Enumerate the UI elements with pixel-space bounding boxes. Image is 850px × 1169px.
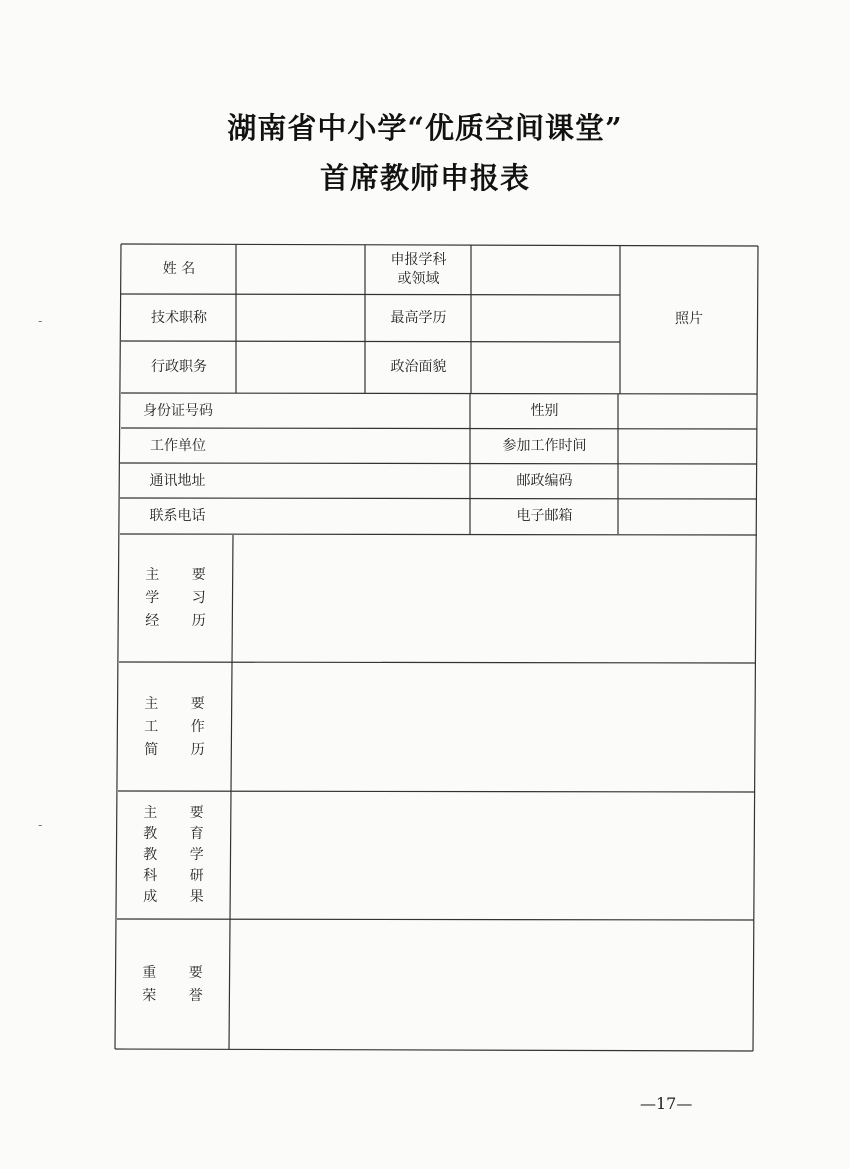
label-postcode: 邮政编码 xyxy=(516,472,573,489)
label-work-start: 参加工作时间 xyxy=(502,437,587,454)
honors-line2: 荣 誉 xyxy=(142,987,217,1004)
name-field[interactable] xyxy=(237,245,365,294)
scan-mark: - xyxy=(38,314,43,328)
label-honors xyxy=(116,920,229,1049)
research-results-field[interactable] xyxy=(232,793,753,919)
id-number-field[interactable] xyxy=(236,394,470,428)
study-line2: 学 习 xyxy=(145,590,220,606)
label-work-history xyxy=(118,663,231,791)
photo-box[interactable]: 照片 xyxy=(675,311,703,327)
admin-post-field[interactable] xyxy=(237,342,365,393)
label-research-results xyxy=(117,792,230,919)
work-unit-field[interactable] xyxy=(236,429,470,463)
address-field[interactable] xyxy=(236,464,470,498)
label-name: 姓 名 xyxy=(162,261,196,277)
honors-field[interactable] xyxy=(231,921,752,1049)
label-id-number: 身份证号码 xyxy=(143,402,213,419)
honors-line1: 重 要 xyxy=(142,964,217,981)
political-field[interactable] xyxy=(472,342,620,393)
table-bottom-border xyxy=(115,1049,753,1051)
form-title-line1: 湖南省中小学“优质空间课堂” xyxy=(227,111,623,145)
research-line4: 科 研 xyxy=(143,868,218,884)
label-phone: 联系电话 xyxy=(149,508,206,524)
study-line3: 经 历 xyxy=(145,613,220,629)
label-title-rank: 技术职称 xyxy=(151,309,207,326)
scan-mark: - xyxy=(38,818,43,832)
gender-field[interactable] xyxy=(619,394,757,428)
email-field[interactable] xyxy=(619,499,757,534)
form-title-line2: 首席教师申报表 xyxy=(319,161,530,195)
research-line2: 教 育 xyxy=(143,826,218,842)
research-line1: 主 要 xyxy=(143,805,218,821)
label-study-history xyxy=(119,535,232,662)
label-admin-post: 行政职务 xyxy=(151,359,207,375)
label-gender: 性别 xyxy=(530,402,559,419)
research-line5: 成 果 xyxy=(143,889,218,905)
label-subject xyxy=(366,245,471,294)
label-address: 通讯地址 xyxy=(149,472,206,489)
work-line3: 简 历 xyxy=(144,741,219,758)
work-history-field[interactable] xyxy=(233,664,754,791)
label-subject-line1: 申报学科 xyxy=(390,251,447,268)
work-start-field[interactable] xyxy=(619,429,757,463)
label-email: 电子邮箱 xyxy=(516,508,573,524)
label-work-unit: 工作单位 xyxy=(150,437,206,454)
label-education: 最高学历 xyxy=(390,309,447,326)
study-history-field[interactable] xyxy=(234,536,754,662)
label-subject-line2: 或领域 xyxy=(397,270,440,287)
subject-field[interactable] xyxy=(472,245,620,294)
page-number: —17— xyxy=(640,1094,693,1113)
title-rank-field[interactable] xyxy=(237,295,365,341)
education-field[interactable] xyxy=(472,295,620,341)
work-line1: 主 要 xyxy=(144,695,219,712)
research-line3: 教 学 xyxy=(143,847,218,863)
work-line2: 工 作 xyxy=(144,718,219,735)
label-political: 政治面貌 xyxy=(390,359,447,375)
phone-field[interactable] xyxy=(236,499,470,534)
postcode-field[interactable] xyxy=(619,464,757,498)
study-line1: 主 要 xyxy=(145,567,220,583)
